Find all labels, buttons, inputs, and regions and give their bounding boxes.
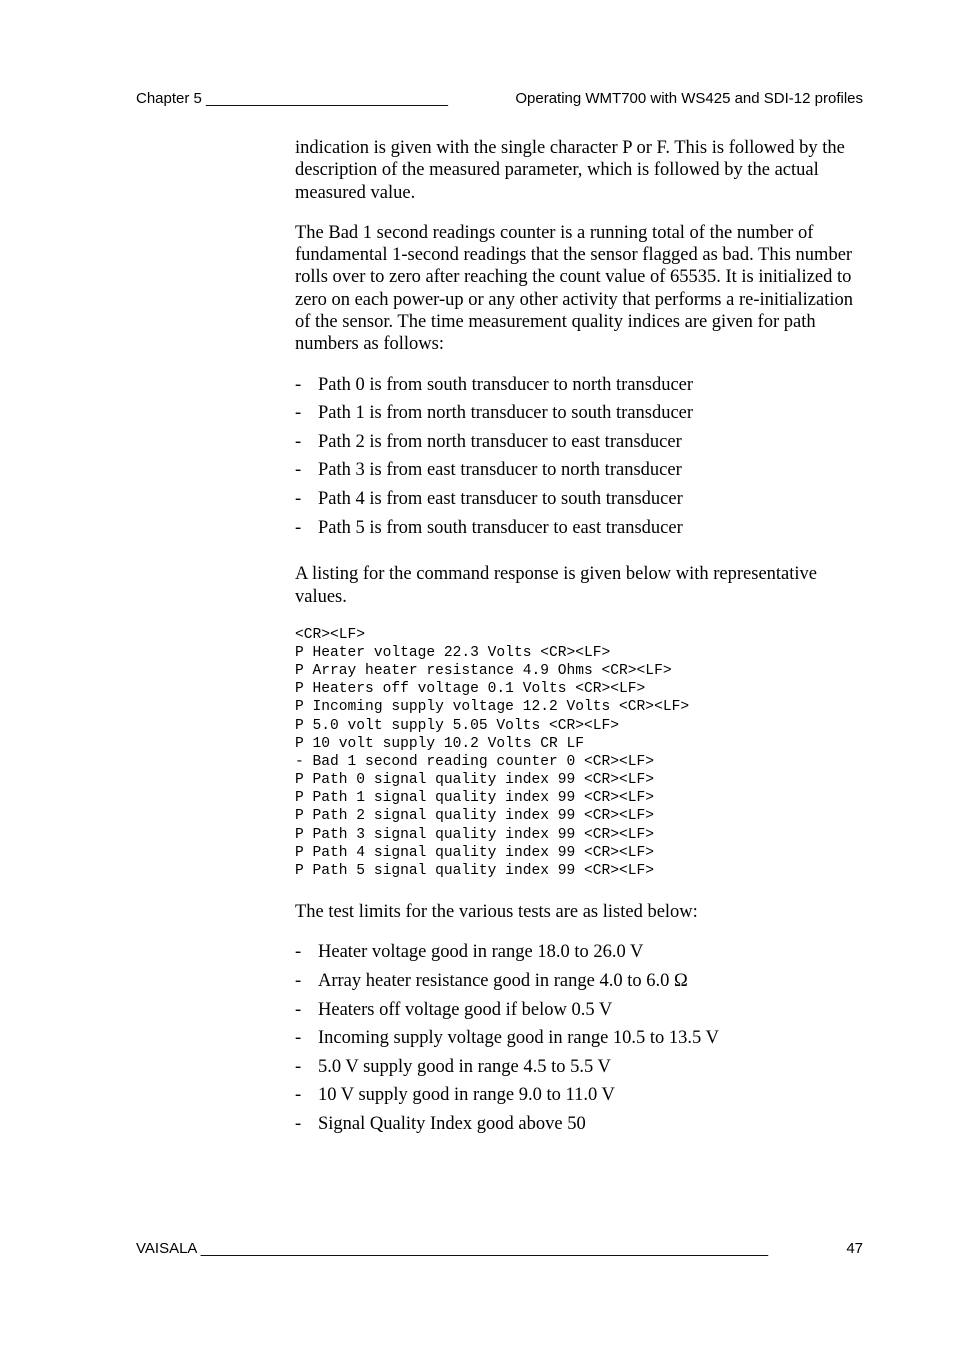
section-title: Operating WMT700 with WS425 and SDI-12 profiles bbox=[515, 90, 863, 107]
list-item-text: Path 4 is from east transducer to south transducer bbox=[318, 489, 683, 510]
list-item-text: 10 V supply good in range 9.0 to 11.0 V bbox=[318, 1085, 615, 1106]
list-item bbox=[295, 1056, 860, 1085]
paragraph-listing-intro: A listing for the command response is given below with representative values. bbox=[295, 564, 817, 607]
list-dash: - bbox=[295, 1028, 302, 1049]
list-item bbox=[295, 970, 860, 999]
listing-line: P Path 3 signal quality index 99 <CR><LF> bbox=[295, 826, 655, 843]
list-dash: - bbox=[295, 403, 302, 424]
list-item-text: Path 1 is from north transducer to south transducer bbox=[318, 403, 694, 424]
list-item-text: Heater voltage good in range 18.0 to 26.0 V bbox=[318, 942, 644, 963]
list-dash: - bbox=[295, 1113, 302, 1134]
listing-line: P Path 2 signal quality index 99 <CR><LF> bbox=[295, 808, 655, 825]
list-item-text: Path 2 is from north transducer to east transducer bbox=[318, 431, 682, 452]
listing-line: P Path 0 signal quality index 99 <CR><LF> bbox=[295, 772, 655, 789]
list-item bbox=[295, 1113, 860, 1142]
list-dash: - bbox=[295, 1056, 302, 1077]
list-dash: - bbox=[295, 431, 302, 452]
list-item-text: Path 3 is from east transducer to north transducer bbox=[318, 460, 682, 481]
list-dash: - bbox=[295, 942, 302, 963]
paragraph-bad-readings: The Bad 1 second readings counter is a running total of the number of fundamental 1-second readings that the sensor flagged as bad. This number rolls over to zero after reaching the count value of 65535. It is initialized to zero on each power-up or any other activity that performs a re-initialization of the sensor. The time measurement quality indices are given for path numbers as follows: bbox=[295, 222, 853, 355]
listing-line: P Path 1 signal quality index 99 <CR><LF> bbox=[295, 790, 655, 807]
path-list bbox=[295, 374, 860, 546]
limits-list bbox=[295, 941, 860, 1141]
listing-line: P Path 5 signal quality index 99 <CR><LF> bbox=[295, 862, 655, 879]
listing-line: P Path 4 signal quality index 99 <CR><LF> bbox=[295, 844, 655, 861]
list-item bbox=[295, 517, 860, 546]
listing-line: P Array heater resistance 4.9 Ohms <CR><LF> bbox=[295, 663, 672, 680]
list-item bbox=[295, 459, 860, 488]
list-item bbox=[295, 999, 860, 1028]
company-label: VAISALA ____________________________________________________________________ bbox=[136, 1240, 769, 1257]
list-dash: - bbox=[295, 460, 302, 481]
list-item-text: Signal Quality Index good above 50 bbox=[318, 1113, 586, 1134]
list-dash: - bbox=[295, 374, 302, 395]
list-dash: - bbox=[295, 999, 302, 1020]
list-item-text: Incoming supply voltage good in range 10.5 to 13.5 V bbox=[318, 1028, 719, 1049]
list-item-text: Path 5 is from south transducer to east transducer bbox=[318, 517, 683, 538]
listing-line: P 10 volt supply 10.2 Volts CR LF bbox=[295, 735, 585, 752]
list-item-text: 5.0 V supply good in range 4.5 to 5.5 V bbox=[318, 1056, 611, 1077]
list-item-text: Heaters off voltage good if below 0.5 V bbox=[318, 999, 613, 1020]
list-item bbox=[295, 431, 860, 460]
page-number: 47 bbox=[846, 1240, 863, 1257]
list-item-text: Array heater resistance good in range 4.0 to 6.0 Ω bbox=[318, 970, 688, 991]
list-item bbox=[295, 374, 860, 403]
listing-line: P Heaters off voltage 0.1 Volts <CR><LF> bbox=[295, 681, 646, 698]
list-item bbox=[295, 488, 860, 517]
list-item-text: Path 0 is from south transducer to north transducer bbox=[318, 374, 694, 395]
listing-line: - Bad 1 second reading counter 0 <CR><LF> bbox=[295, 753, 655, 770]
list-item bbox=[295, 1027, 860, 1056]
paragraph-test-limits: The test limits for the various tests are as listed below: bbox=[295, 902, 698, 923]
list-dash: - bbox=[295, 489, 302, 510]
chapter-label: Chapter 5 _____________________________ bbox=[136, 90, 448, 107]
listing-line: <CR><LF> bbox=[295, 626, 366, 643]
list-item bbox=[295, 402, 860, 431]
listing-line: P 5.0 volt supply 5.05 Volts <CR><LF> bbox=[295, 717, 620, 734]
list-item bbox=[295, 1084, 860, 1113]
paragraph-indication: indication is given with the single character P or F. This is followed by the description of the measured parameter, which is followed by the actual measured value. bbox=[295, 138, 845, 203]
main-content bbox=[295, 137, 860, 1159]
list-item bbox=[295, 941, 860, 970]
list-dash: - bbox=[295, 970, 302, 991]
command-response-listing bbox=[295, 626, 860, 880]
listing-line: P Incoming supply voltage 12.2 Volts <CR><LF> bbox=[295, 699, 690, 716]
listing-line: P Heater voltage 22.3 Volts <CR><LF> bbox=[295, 644, 611, 661]
list-dash: - bbox=[295, 1085, 302, 1106]
list-dash: - bbox=[295, 517, 302, 538]
